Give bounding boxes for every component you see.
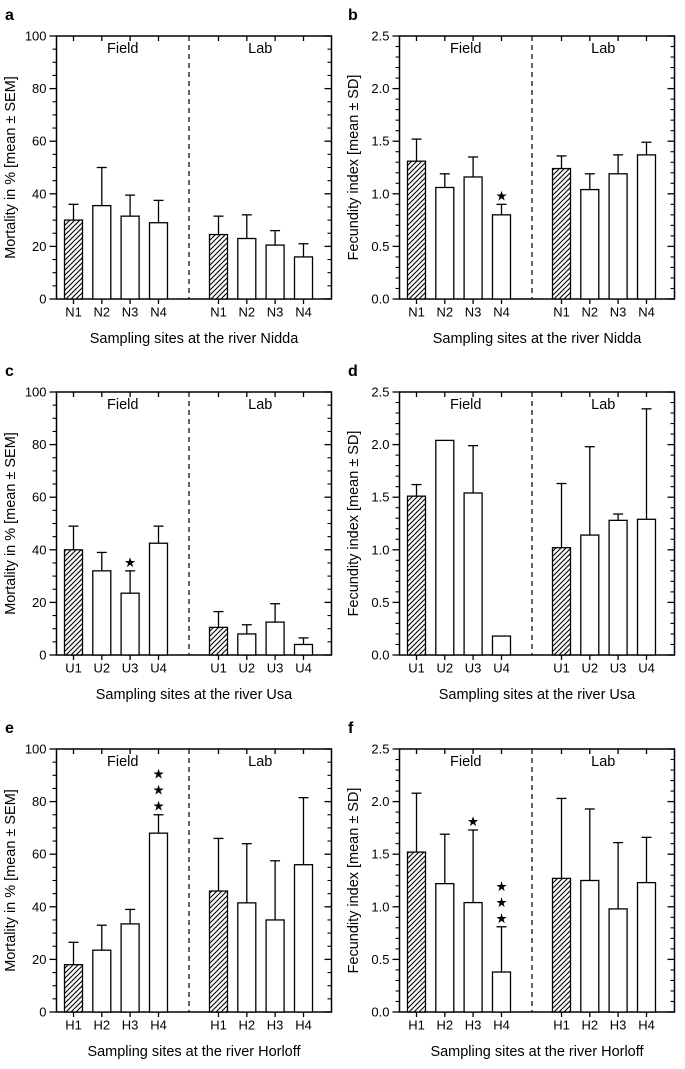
svg-text:H4: H4 [637,1017,655,1033]
svg-text:H1: H1 [210,1017,227,1033]
svg-text:H2: H2 [435,1017,453,1033]
svg-text:60: 60 [32,490,47,506]
panel-b-fecundity-nidda [343,0,685,356]
svg-text:U1: U1 [552,660,570,676]
svg-text:20: 20 [32,238,47,254]
svg-text:H4: H4 [150,1017,167,1033]
svg-text:★: ★ [152,798,165,814]
svg-text:Lab: Lab [248,40,273,57]
svg-text:U2: U2 [238,660,256,676]
svg-text:H3: H3 [266,1017,284,1033]
svg-text:Sampling sites at the river Us: Sampling sites at the river Usa [95,687,293,704]
svg-text:c: c [4,363,14,381]
svg-text:U4: U4 [637,660,655,676]
svg-text:N1: N1 [65,304,82,320]
svg-text:N3: N3 [266,304,284,320]
svg-text:Sampling sites at the river Ho: Sampling sites at the river Horloff [87,1043,301,1060]
svg-text:Sampling sites at the river Ni: Sampling sites at the river Nidda [89,330,299,347]
svg-text:N3: N3 [609,304,626,320]
svg-text:80: 80 [32,793,47,809]
svg-text:H1: H1 [407,1017,425,1033]
svg-text:2.5: 2.5 [370,741,390,757]
svg-text:0.0: 0.0 [370,291,389,307]
svg-text:Fecundity index [mean ± SD]: Fecundity index [mean ± SD] [345,430,362,617]
svg-text:N4: N4 [492,304,510,320]
panel-c-mortality-usa [0,356,343,712]
svg-text:U2: U2 [93,660,111,676]
svg-text:a: a [4,6,14,24]
svg-text:H1: H1 [552,1017,570,1033]
svg-text:1.0: 1.0 [370,542,389,558]
svg-text:U3: U3 [464,660,481,676]
svg-text:N3: N3 [464,304,481,320]
svg-text:U1: U1 [407,660,425,676]
svg-text:N3: N3 [121,304,139,320]
svg-text:★: ★ [152,766,165,782]
svg-text:e: e [4,719,14,737]
svg-text:f: f [347,719,353,737]
svg-text:2.0: 2.0 [370,793,390,809]
svg-text:★: ★ [152,782,165,798]
svg-text:N1: N1 [210,304,227,320]
svg-text:100: 100 [24,741,47,757]
svg-text:1.0: 1.0 [370,898,390,914]
svg-text:Field: Field [107,397,139,414]
svg-text:Field: Field [449,397,481,414]
svg-text:0.0: 0.0 [370,647,389,663]
svg-text:U4: U4 [150,660,167,676]
svg-text:0.5: 0.5 [370,951,390,967]
svg-text:N4: N4 [637,304,655,320]
svg-text:0.5: 0.5 [370,238,389,254]
svg-text:★: ★ [494,910,508,926]
svg-text:Field: Field [449,753,481,770]
svg-text:H4: H4 [295,1017,312,1033]
svg-text:20: 20 [32,951,47,967]
panel-e-mortality-horloff [0,713,343,1069]
svg-text:Lab: Lab [590,753,615,770]
svg-text:N2: N2 [580,304,598,320]
svg-text:N1: N1 [552,304,570,320]
svg-text:Field: Field [449,40,481,57]
svg-text:2.5: 2.5 [370,28,389,44]
svg-text:0: 0 [39,1004,47,1020]
svg-text:N1: N1 [407,304,425,320]
svg-text:N2: N2 [238,304,256,320]
svg-text:U2: U2 [580,660,598,676]
svg-text:2.0: 2.0 [370,437,389,453]
svg-text:Mortality in % [mean ± SEM]: Mortality in % [mean ± SEM] [2,788,20,972]
svg-text:U3: U3 [266,660,284,676]
svg-text:U1: U1 [210,660,227,676]
svg-text:Fecundity index [mean ± SD]: Fecundity index [mean ± SD] [345,787,362,974]
svg-text:U2: U2 [435,660,453,676]
svg-text:★: ★ [466,813,479,829]
svg-text:80: 80 [32,437,47,453]
svg-text:H1: H1 [65,1017,82,1033]
svg-text:d: d [347,363,358,381]
svg-text:Sampling sites at the river Ho: Sampling sites at the river Horloff [429,1043,644,1060]
svg-text:N2: N2 [435,304,453,320]
svg-text:Field: Field [107,40,139,57]
svg-text:100: 100 [24,28,47,44]
svg-text:80: 80 [32,81,47,97]
svg-text:60: 60 [32,846,47,862]
svg-text:1.0: 1.0 [370,186,389,202]
svg-text:Lab: Lab [248,753,273,770]
svg-text:100: 100 [24,384,47,400]
svg-text:H2: H2 [93,1017,111,1033]
svg-text:20: 20 [32,595,47,611]
svg-text:★: ★ [494,894,508,910]
svg-text:★: ★ [124,555,137,571]
svg-text:Mortality in % [mean ± SEM]: Mortality in % [mean ± SEM] [2,76,20,259]
svg-text:U4: U4 [295,660,312,676]
svg-text:2.5: 2.5 [370,384,389,400]
svg-text:H3: H3 [609,1017,626,1033]
svg-text:1.5: 1.5 [370,846,390,862]
svg-text:Lab: Lab [590,40,615,57]
svg-text:U3: U3 [609,660,626,676]
svg-text:H4: H4 [492,1017,510,1033]
svg-text:Fecundity index [mean ± SD]: Fecundity index [mean ± SD] [345,74,362,261]
svg-text:U3: U3 [121,660,139,676]
svg-text:b: b [347,6,358,24]
svg-text:0.0: 0.0 [370,1004,390,1020]
svg-text:U4: U4 [492,660,510,676]
svg-text:Lab: Lab [248,397,273,414]
svg-text:U1: U1 [65,660,82,676]
svg-text:★: ★ [494,188,508,204]
svg-text:N4: N4 [150,304,167,320]
svg-text:0.5: 0.5 [370,595,389,611]
svg-text:60: 60 [32,133,47,149]
svg-text:H2: H2 [580,1017,598,1033]
svg-text:0: 0 [39,647,47,663]
svg-text:H3: H3 [464,1017,481,1033]
svg-text:H3: H3 [121,1017,139,1033]
panel-f-fecundity-horloff [343,713,685,1069]
svg-text:Sampling sites at the river Us: Sampling sites at the river Usa [438,687,635,704]
panel-a-mortality-nidda [0,0,343,356]
svg-text:1.5: 1.5 [370,490,389,506]
panel-d-fecundity-usa [343,356,685,712]
svg-text:★: ★ [494,878,508,894]
svg-text:0: 0 [39,291,47,307]
svg-text:Mortality in % [mean ± SEM]: Mortality in % [mean ± SEM] [2,432,20,616]
svg-text:2.0: 2.0 [370,81,389,97]
svg-text:40: 40 [32,186,47,202]
svg-text:Sampling sites at the river Ni: Sampling sites at the river Nidda [432,330,641,347]
svg-text:Lab: Lab [590,397,615,414]
svg-text:Field: Field [107,753,139,770]
svg-text:40: 40 [32,542,47,558]
svg-text:N2: N2 [93,304,111,320]
svg-text:H2: H2 [238,1017,256,1033]
svg-text:N4: N4 [295,304,312,320]
svg-text:40: 40 [32,898,47,914]
svg-text:1.5: 1.5 [370,133,389,149]
